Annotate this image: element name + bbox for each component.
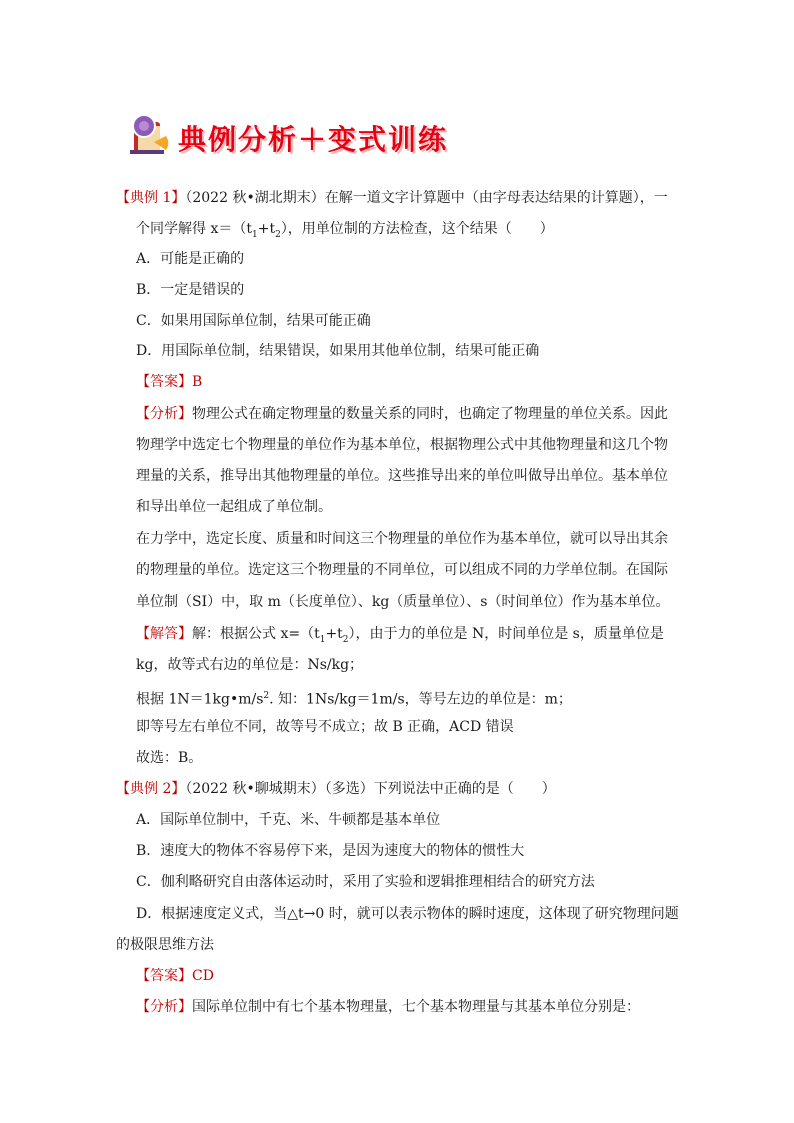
ex1-analysis-line6: 的物理量的单位。选定这三个物理量的不同单位，可以组成不同的力学单位制。在国际 (136, 562, 668, 578)
ex1-option-c: C．如果用国际单位制，结果可能正确 (136, 313, 371, 329)
ex2-analysis-tag: 【分析】 (136, 999, 192, 1015)
ex1-solution-line4: 即等号左右单位不同，故等号不成立；故 B 正确，ACD 错误 (136, 719, 514, 735)
ex1-analysis-line2: 物理学中选定七个物理量的单位作为基本单位，根据物理公式中其他物理量和这几个物 (136, 437, 668, 453)
ex2-answer-tag: 【答案】 (136, 968, 192, 984)
ex1-answer-value: B (192, 374, 203, 390)
ex1-analysis-tag: 【分析】 (136, 406, 192, 422)
ex2-answer (136, 967, 214, 985)
ex1-answer-tag: 【答案】 (136, 374, 192, 390)
ex1-answer (136, 373, 202, 391)
ex2-stem: 【典例 2】（2022 秋•聊城期末）（多选）下列说法中正确的是（ ） (116, 781, 556, 797)
ex1-analysis-line1: 【分析】物理公式在确定物理量的数量关系的同时，也确定了物理量的单位关系。因此 (136, 406, 668, 422)
ex2-option-d-line2: 的极限思维方法 (116, 937, 214, 953)
ex1-stem-line2: 个同学解得 $x=(t_1+t_2)$，用单位制的方法检查，这个结果（ ） (136, 221, 554, 240)
ex1-analysis-line7: 单位制（SI）中，取 m（长度单位）、kg（质量单位）、s（时间单位）作为基本单位。 (136, 594, 670, 610)
ex1-solution-line3: 根据 $1N=1kg•m/s^2$. 知：1Ns/kg＝1m/s，等号左边的单位是：m； (136, 691, 572, 708)
ex1-option-a: A．可能是正确的 (136, 251, 245, 267)
ex1-solution-tag: 【解答】 (136, 626, 192, 642)
ex1-option-d: D．用国际单位制，结果错误，如果用其他单位制，结果可能正确 (136, 343, 540, 359)
book-pie-icon (128, 112, 174, 156)
ex2-option-d-line1: D．根据速度定义式，当△t→0 时，就可以表示物体的瞬时速度，这体现了研究物理问题 (136, 906, 679, 922)
ex2-option-a: A．国际单位制中，千克、米、牛顿都是基本单位 (136, 812, 441, 828)
ex1-solution-line2: kg，故等式右边的单位是：Ns/kg； (136, 657, 364, 673)
ex2-tag: 【典例 2】 (116, 781, 186, 797)
ex1-solution-line5: 故选：B。 (136, 750, 203, 766)
ex2-answer-value: CD (192, 968, 214, 984)
ex1-analysis-line3: 理量的关系，推导出其他物理量的单位。这些推导出来的单位叫做导出单位。基本单位 (136, 468, 668, 484)
ex2-analysis-line1: 【分析】国际单位制中有七个基本物理量，七个基本物理量与其基本单位分别是： (136, 999, 640, 1015)
ex1-analysis-line5: 在力学中，选定长度、质量和时间这三个物理量的单位作为基本单位，就可以导出其余 (136, 531, 668, 547)
ex1-option-b: B．一定是错误的 (136, 282, 245, 298)
ex1-tag: 【典例 1】 (116, 190, 186, 206)
ex2-option-c: C．伽利略研究自由落体运动时，采用了实验和逻辑推理相结合的研究方法 (136, 874, 595, 890)
ex1-stem-line1: 【典例 1】（2022 秋•湖北期末）在解一道文字计算题中（由字母表达结果的计算题），一 (116, 190, 668, 206)
ex1-solution-line1: 【解答】解：根据公式 $x=(t_1+t_2)$，由于力的单位是 N，时间单位是 s，质量单位是 (136, 626, 664, 645)
banner-title: 典例分析＋变式训练 (178, 123, 449, 156)
ex1-analysis-line4: 和导出单位一起组成了单位制。 (136, 499, 332, 515)
ex2-option-b: B．速度大的物体不容易停下来，是因为速度大的物体的惯性大 (136, 843, 525, 859)
